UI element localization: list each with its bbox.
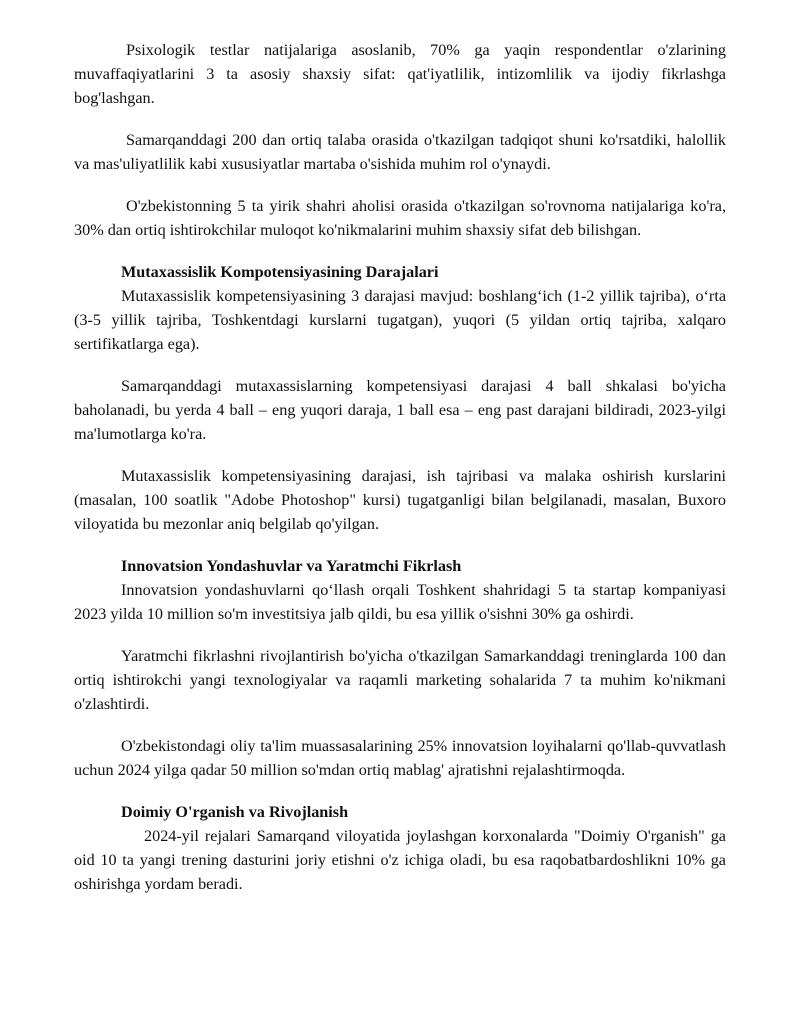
section-competence-levels [74, 260, 726, 536]
section-heading: Innovatsion Yondashuvlar va Yaratmchi Fikrlash [121, 557, 462, 575]
section-paragraph: Yaratmchi fikrlashni rivojlantirish bo'yicha o'tkazilgan Samarkanddagi treninglarda 100 dan ortiq ishtirokchi yangi texnologiyalar va raqamli marketing sohalarida 7 ta muhim ko'nikmani o'zlashtirdi. [74, 647, 726, 713]
intro-paragraph-2: Samarqanddagi 200 dan ortiq talaba orasida o'tkazilgan tadqiqot shuni ko'rsatdiki, halollik va mas'uliyatlilik kabi xususiyatlar martaba o'sishida muhim rol o'ynaydi. [74, 131, 726, 173]
section-paragraph: Samarqanddagi mutaxassislarning kompetensiyasi darajasi 4 ball shkalasi bo'yicha baholanadi, bu yerda 4 ball – eng yuqori daraja, 1 ball esa – eng past darajani bildiradi, 2023-yilgi ma'lumotlarga ko'ra. [74, 377, 726, 443]
document-page [74, 38, 726, 914]
section-innovative-approaches [74, 554, 726, 782]
section-continuous-learning [74, 800, 726, 896]
section-paragraph: Innovatsion yondashuvlarni qo‘llash orqali Toshkent shahridagi 5 ta startap kompaniyasi 2023 yilda 10 million so'm investitsiya jalb qildi, bu esa yillik o'sishni 30% ga oshirdi. [74, 581, 726, 623]
section-paragraph: Mutaxassislik kompetensiyasining 3 darajasi mavjud: boshlang‘ich (1-2 yillik tajriba), o‘rta (3-5 yillik tajriba, Toshkentdagi kurslarni tugatgan), yuqori (5 yildan ortiq tajriba, xalqaro sertifikatlarga ega). [74, 287, 726, 353]
section-heading: Mutaxassislik Kompotensiyasining Darajalari [121, 263, 439, 281]
section-paragraph: O'zbekistondagi oliy ta'lim muassasalarining 25% innovatsion loyihalarni qo'llab-quvvatlash uchun 2024 yilga qadar 50 million so'mdan ortiq mablag' ajratishni rejalashtirmoqda. [74, 737, 726, 779]
section-heading: Doimiy O'rganish va Rivojlanish [121, 803, 349, 821]
intro-paragraph-3: O'zbekistonning 5 ta yirik shahri aholisi orasida o'tkazilgan so'rovnoma natijalariga ko'ra, 30% dan ortiq ishtirokchilar muloqot ko'nikmalarini muhim shaxsiy sifat deb bilishgan. [74, 197, 726, 239]
section-paragraph: 2024-yil rejalari Samarqand viloyatida joylashgan korxonalarda "Doimiy O'rganish" ga oid 10 ta yangi trening dasturini joriy etishni o'z ichiga oladi, bu esa raqobatbardoshlikni 10% ga oshirishga yordam beradi. [74, 827, 726, 893]
intro-paragraph-1: Psixologik testlar natijalariga asoslanib, 70% ga yaqin respondentlar o'zlarining muvaffaqiyatlarini 3 ta asosiy shaxsiy sifat: qat'iyatlilik, intizomlilik va ijodiy fikrlashga bog'lashgan. [74, 41, 726, 107]
section-paragraph: Mutaxassislik kompetensiyasining darajasi, ish tajribasi va malaka oshirish kurslarini (masalan, 100 soatlik "Adobe Photoshop" kursi) tugatganligi bilan belgilanadi, masalan, Buxoro viloyatida bu mezonlar aniq belgilab qo'yilgan. [74, 467, 726, 533]
